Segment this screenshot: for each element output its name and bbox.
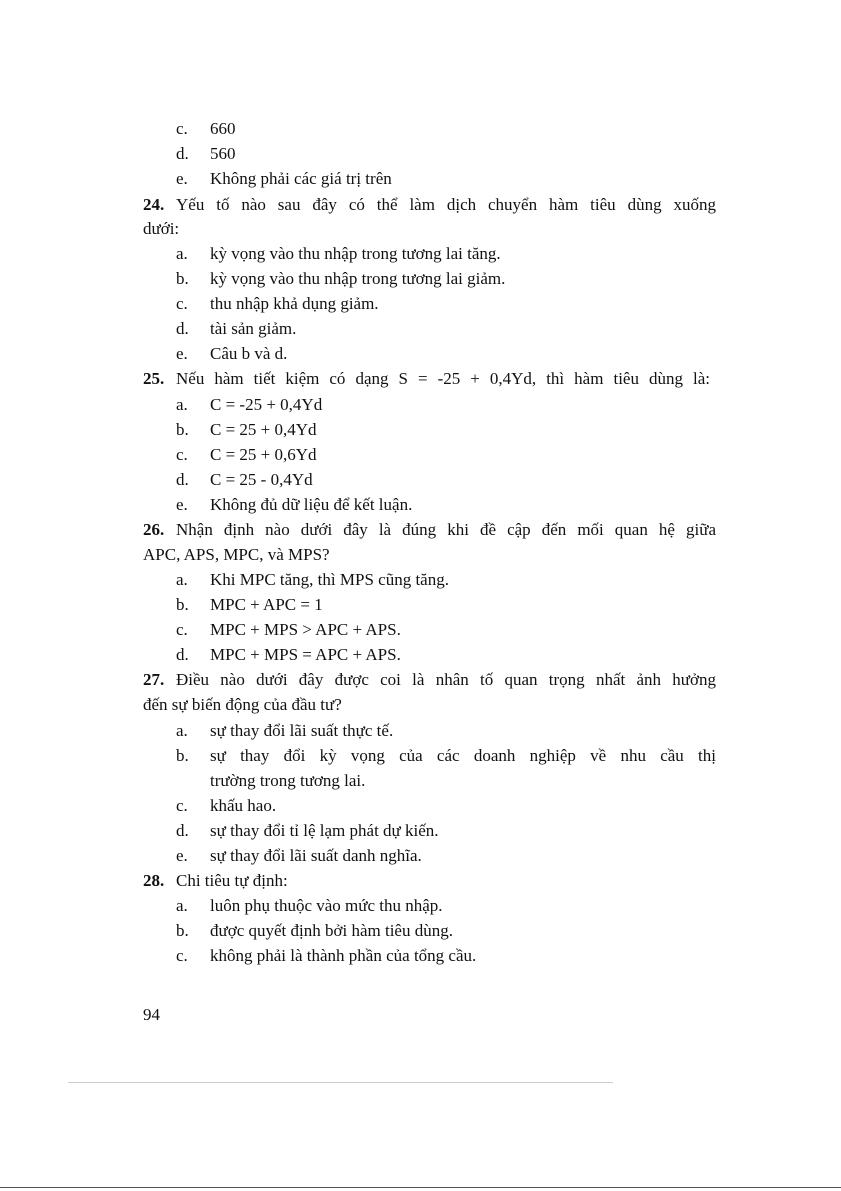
option-letter: e. <box>176 846 188 865</box>
option-letter: c. <box>176 445 188 464</box>
option-text: MPC + MPS = APC + APS. <box>210 645 401 664</box>
option-text: C = 25 + 0,4Yd <box>210 420 317 439</box>
option-letter: c. <box>176 119 188 138</box>
option-letter: e. <box>176 495 188 514</box>
question-stem: Chi tiêu tự định: <box>176 871 288 890</box>
option-text: C = 25 - 0,4Yd <box>210 470 313 489</box>
option-letter: d. <box>176 821 189 840</box>
option-text: sự thay đổi tỉ lệ lạm phát dự kiến. <box>210 821 439 840</box>
option-letter: d. <box>176 144 189 163</box>
page-number: 94 <box>143 1005 160 1024</box>
question-stem: Điều nào dưới đây được coi là nhân tố quan trọng nhất ảnh hưởng <box>176 670 716 689</box>
page-bottom-edge <box>0 1187 841 1188</box>
question-number: 27. <box>143 670 165 689</box>
option-text: sự thay đổi lãi suất danh nghĩa. <box>210 846 422 865</box>
option-letter: c. <box>176 294 188 313</box>
option-text: tài sản giảm. <box>210 319 297 338</box>
option-text: được quyết định bởi hàm tiêu dùng. <box>210 921 453 940</box>
option-letter: c. <box>176 946 188 965</box>
option-letter: a. <box>176 896 188 915</box>
option-text: C = 25 + 0,6Yd <box>210 445 317 464</box>
option-text: Không đủ dữ liệu để kết luận. <box>210 495 413 514</box>
option-text: luôn phụ thuộc vào mức thu nhập. <box>210 896 443 915</box>
question-stem-continued: APC, APS, MPC, và MPS? <box>143 545 330 564</box>
option-text: khấu hao. <box>210 796 277 815</box>
question-number: 25. <box>143 369 165 388</box>
option-letter: e. <box>176 344 188 363</box>
option-letter: b. <box>176 269 189 288</box>
option-text: thu nhập khả dụng giảm. <box>210 294 379 313</box>
option-text: MPC + APC = 1 <box>210 595 323 614</box>
option-text: sự thay đổi lãi suất thực tế. <box>210 721 394 740</box>
question-stem: Nhận định nào dưới đây là đúng khi đề cập đến mối quan hệ giữa <box>176 520 716 539</box>
option-text: kỳ vọng vào thu nhập trong tương lai tăng. <box>210 244 501 263</box>
option-text: Không phải các giá trị trên <box>210 169 392 188</box>
question-number: 24. <box>143 195 165 214</box>
option-letter: d. <box>176 470 189 489</box>
option-letter: e. <box>176 169 188 188</box>
option-text: Câu b và d. <box>210 344 288 363</box>
option-text: Khi MPC tăng, thì MPS cũng tăng. <box>210 570 449 589</box>
option-text-continued: trường trong tương lai. <box>210 771 366 790</box>
option-text: kỳ vọng vào thu nhập trong tương lai giảm. <box>210 269 506 288</box>
option-text: sự thay đổi kỳ vọng của các doanh nghiệp về nhu cầu thị <box>210 746 716 765</box>
option-letter: a. <box>176 721 188 740</box>
question-stem: Nếu hàm tiết kiệm có dạng S = -25 + 0,4Yd, thì hàm tiêu dùng là: <box>176 369 710 388</box>
option-letter: d. <box>176 319 189 338</box>
question-stem: Yếu tố nào sau đây có thể làm dịch chuyển hàm tiêu dùng xuống <box>176 195 716 214</box>
option-letter: a. <box>176 395 188 414</box>
option-letter: c. <box>176 796 188 815</box>
question-stem-continued: dưới: <box>143 219 180 238</box>
option-text: MPC + MPS > APC + APS. <box>210 620 401 639</box>
option-letter: b. <box>176 420 189 439</box>
question-number: 28. <box>143 871 165 890</box>
option-text: C = -25 + 0,4Yd <box>210 395 323 414</box>
option-letter: b. <box>176 746 189 765</box>
option-letter: b. <box>176 595 189 614</box>
question-stem-continued: đến sự biến động của đầu tư? <box>143 695 342 714</box>
footer-divider <box>68 1082 613 1083</box>
option-text: không phải là thành phần của tổng cầu. <box>210 946 477 965</box>
option-letter: a. <box>176 570 188 589</box>
question-number: 26. <box>143 520 165 539</box>
option-letter: b. <box>176 921 189 940</box>
option-letter: c. <box>176 620 188 639</box>
option-letter: d. <box>176 645 189 664</box>
option-letter: a. <box>176 244 188 263</box>
option-text: 660 <box>210 119 236 138</box>
option-text: 560 <box>210 144 236 163</box>
